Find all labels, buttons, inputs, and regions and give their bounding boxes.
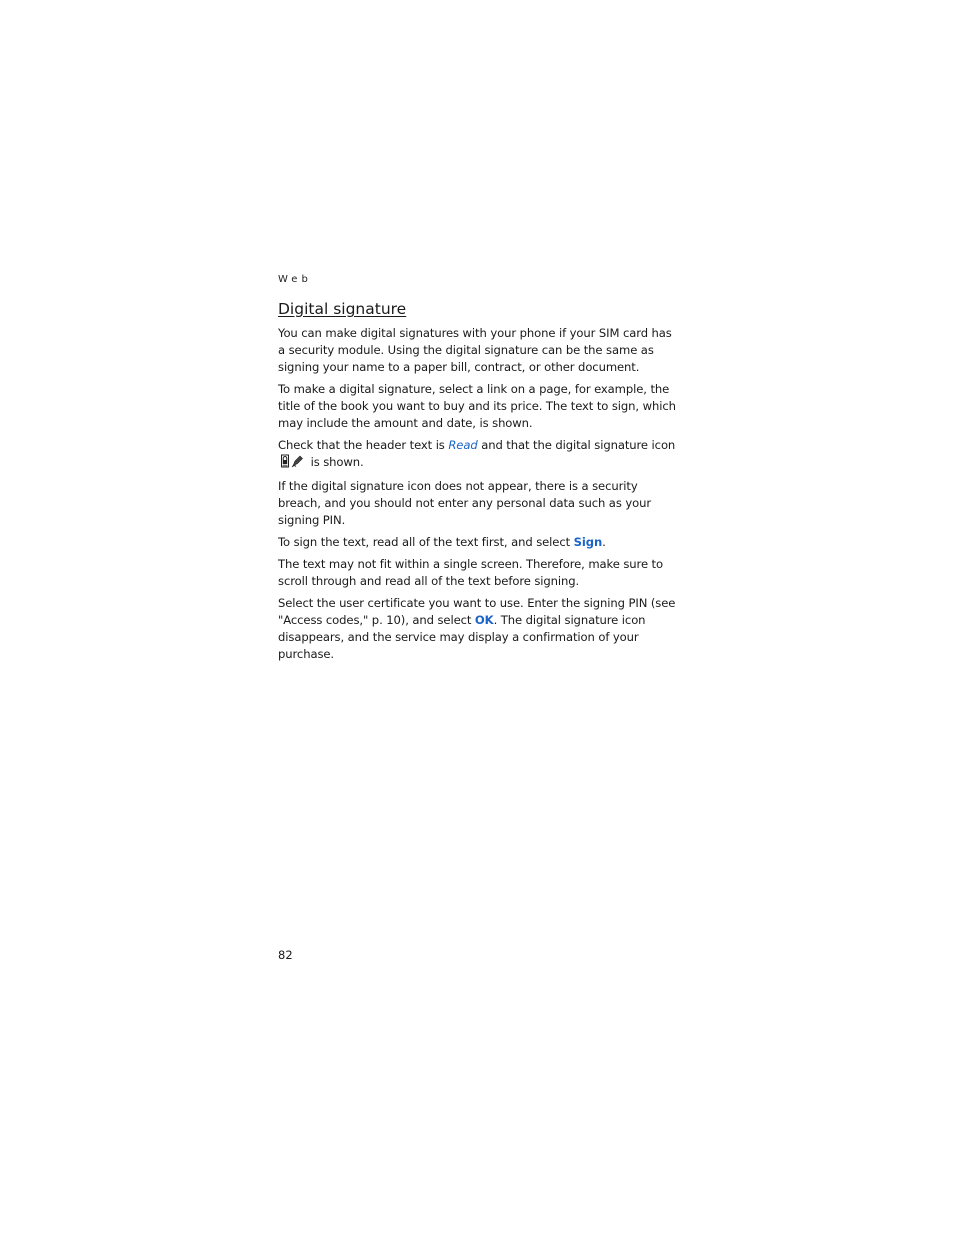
sign-command: Sign <box>573 535 603 549</box>
paragraph-intro: You can make digital signatures with your phone if your SIM card has a security module. Using the digital signature can be the same as signing your name to a paper bill, contract, or other document. <box>278 326 672 374</box>
text-segment: . The digital signature icon disappears, and the service may display a confirmation of your purchase. <box>278 613 646 661</box>
ok-command: OK <box>474 613 494 627</box>
paragraph-make-signature: To make a digital signature, select a link on a page, for example, the title of the book you want to buy and its price. The text to sign, which may include the amount and date, is shown. <box>278 382 676 430</box>
running-header: Web <box>278 274 312 285</box>
paragraph-scroll-text: The text may not fit within a single screen. Therefore, make sure to scroll through and read all of the text before signing. <box>278 557 663 588</box>
text-segment: is shown. <box>307 455 364 469</box>
text-segment: Select the user certificate you want to use. Enter the signing PIN (see "Access codes," p. 10), and select <box>278 596 676 627</box>
paragraph-sign-text <box>278 534 678 551</box>
paragraph-certificate <box>278 595 678 663</box>
document-content <box>278 298 678 668</box>
text-segment: . <box>602 535 606 549</box>
paragraph-check-header <box>278 437 678 473</box>
digital-signature-icon <box>280 454 304 473</box>
paragraph-security-breach: If the digital signature icon does not appear, there is a security breach, and you should not enter any personal data such as your signing PIN. <box>278 479 652 527</box>
section-title: Digital signature <box>278 300 407 318</box>
text-segment: To sign the text, read all of the text first, and select <box>278 535 574 549</box>
page-number: 82 <box>278 948 293 962</box>
header-text-read: Read <box>448 438 478 452</box>
text-segment: and that the digital signature icon <box>477 438 676 452</box>
text-segment: Check that the header text is <box>278 438 449 452</box>
